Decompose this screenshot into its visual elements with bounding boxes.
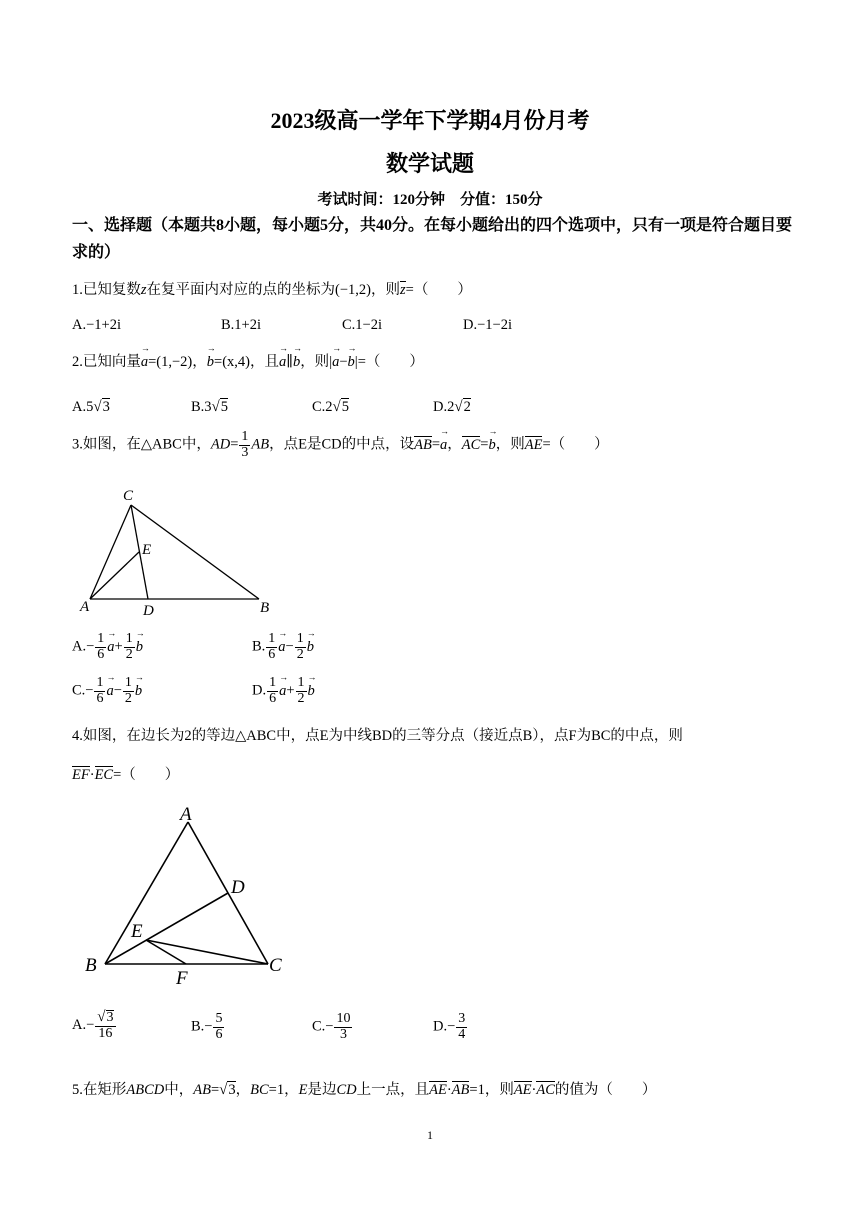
exam-info: 考试时间：120分钟 分值：150分 (317, 192, 543, 208)
q1-option-b[interactable]: B.1+2i (221, 317, 262, 333)
svg-text:C: C (123, 488, 134, 504)
svg-text:B: B (85, 955, 97, 976)
svg-text:E: E (131, 921, 143, 942)
question-5: 5.在矩形ABCD中，AB=√3，BC=1，E是边CD上一点，且AE·AB=1，则AE·AC的值为（ ） (72, 1082, 657, 1098)
svg-text:C: C (269, 955, 282, 976)
exam-title: 2023级高一学年下学期4月份月考 (270, 108, 590, 133)
svg-text:F: F (176, 968, 188, 989)
q2-option-b[interactable]: B.3√5 (191, 399, 229, 415)
q3-option-c[interactable]: C.− $\frac{1}{6}$ a →− $\frac{1}{2}$ b → (72, 676, 142, 706)
q4-option-a[interactable]: A.− $\frac{√3}{16}$ (72, 1009, 114, 1041)
q1-option-d[interactable]: D.−1−2i (463, 317, 512, 333)
question-4: 4.如图，在边长为2的等边△ABC中，点E为中线BD的三等分点（接近点B），点F为BC的中点，则 (72, 728, 683, 744)
section-heading: 一、选择题（本题共8小题，每小题5分，共40分。在每小题给出的四个选项中，只有一项是符合题目要求的） (72, 217, 793, 261)
q2-option-d[interactable]: D.2√2 (433, 399, 471, 415)
svg-text:D: D (231, 877, 245, 898)
page-number: 1 (427, 1128, 433, 1142)
question-3: 3.如图，在△ABC中，AD= $\frac{1}{3}$ AB，点E是CD的中点，设AB=a →，AC=b →，则AE=（ ） (72, 430, 609, 460)
svg-text:E: E (142, 542, 152, 558)
q3-option-d[interactable]: D. $\frac{1}{6}$ a →+ $\frac{1}{2}$ b → (252, 676, 315, 706)
q4-option-c[interactable]: C.− $\frac{10}{3}$ (312, 1011, 351, 1042)
q1-option-a[interactable]: A.−1+2i (72, 317, 121, 333)
q4-option-b[interactable]: B.− $\frac{5}{6}$ (191, 1011, 223, 1042)
svg-text:D: D (143, 603, 154, 619)
q3-option-a[interactable]: A.− $\frac{1}{6}$ a →+ $\frac{1}{2}$ b → (72, 632, 143, 662)
triangle-figure-q4 (80, 800, 300, 990)
question-2: 2.已知向量a →=(1,−2)，b →=(x,4)，且a →∥b →，则|a →−b →|=（ ） (72, 350, 424, 371)
question-4-line2: EF·EC=（ ） (72, 767, 180, 783)
q2-option-a[interactable]: A.5√3 (72, 399, 110, 415)
q2-option-c[interactable]: C.2√5 (312, 399, 350, 415)
triangle-figure-q3 (72, 484, 292, 624)
fraction: $\frac{1}{3}$ (241, 429, 249, 460)
q4-option-d[interactable]: D.− $\frac{3}{4}$ (433, 1011, 466, 1042)
exam-subtitle: 数学试题 (385, 151, 474, 176)
q3-option-b[interactable]: B. $\frac{1}{6}$ a →− $\frac{1}{2}$ b → (252, 632, 314, 662)
question-1: 1.已知复数z在复平面内对应的点的坐标为(−1,2)，则z=（ ） (72, 282, 472, 298)
q1-option-c[interactable]: C.1−2i (342, 317, 383, 333)
svg-text:A: A (180, 804, 192, 825)
svg-text:A: A (80, 599, 90, 615)
svg-text:B: B (260, 600, 270, 616)
